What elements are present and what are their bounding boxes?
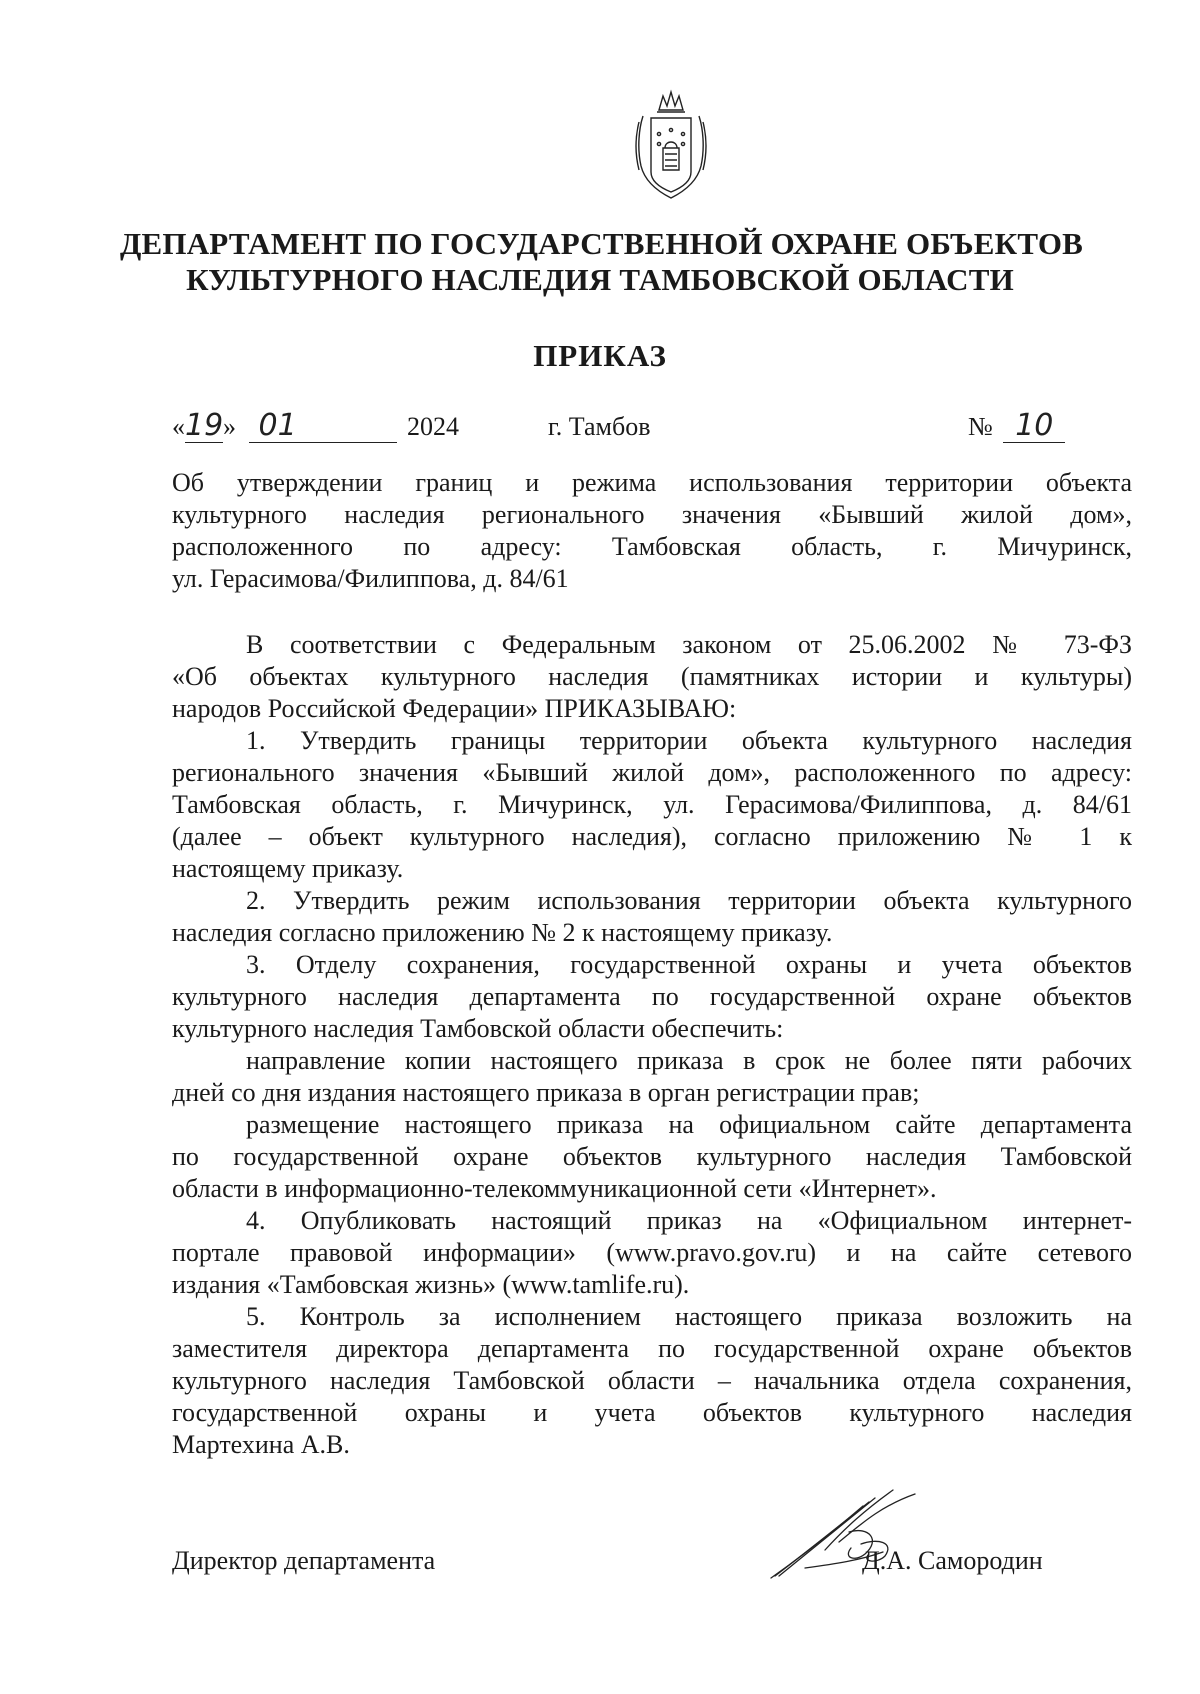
clause-3-item-line: дней со дня издания настоящего приказа в орган регистрации прав; xyxy=(172,1078,920,1107)
clause-3-line: культурного наследия департамента по государственной охране объектов xyxy=(172,982,1132,1011)
date-month: 01 xyxy=(258,408,297,443)
number-sign: № xyxy=(968,412,993,441)
clause-4-line: 4. Опубликовать настоящий приказ на «Официальном интернет- xyxy=(246,1206,1132,1235)
department-name-line-1: ДЕПАРТАМЕНТ ПО ГОСУДАРСТВЕННОЙ ОХРАНЕ ОБЪЕКТОВ xyxy=(120,226,1084,261)
clause-5-line: заместителя директора департамента по государственной охране объектов xyxy=(172,1334,1132,1363)
date-month-field xyxy=(249,408,397,443)
order-number-field xyxy=(1003,408,1065,443)
clause-5-line: культурного наследия Тамбовской области – начальника отдела сохранения, xyxy=(172,1366,1132,1395)
clause-4-line: издания «Тамбовская жизнь» (www.tamlife.ru). xyxy=(172,1270,690,1299)
clause-4-line: портале правовой информации» (www.pravo.gov.ru) и на сайте сетевого xyxy=(172,1238,1132,1267)
order-number-value: 10 xyxy=(1015,408,1054,443)
signatory-position: Директор департамента xyxy=(172,1546,436,1575)
clause-1-line: регионального значения «Бывший жилой дом», расположенного по адресу: xyxy=(172,758,1132,787)
clause-3-item-line: области в информационно-телекоммуникационной сети «Интернет». xyxy=(172,1174,937,1203)
order-date xyxy=(172,410,459,444)
clause-1-line: (далее – объект культурного наследия), согласно приложению № 1 к xyxy=(172,822,1132,851)
preamble-line: В соответствии с Федеральным законом от 25.06.2002 № 73-ФЗ xyxy=(246,630,1132,659)
date-day: 19 xyxy=(185,408,224,443)
date-year: 2024 xyxy=(407,412,459,441)
clause-2-line: 2. Утвердить режим использования территории объекта культурного xyxy=(246,886,1132,915)
document-type-title: ПРИКАЗ xyxy=(533,338,667,373)
order-subject xyxy=(172,467,1132,595)
preamble-line: «Об объектах культурного наследия (памятниках истории и культуры) xyxy=(172,662,1132,691)
order-city: г. Тамбов xyxy=(548,412,651,441)
preamble-line: народов Российской Федерации» ПРИКАЗЫВАЮ: xyxy=(172,694,737,723)
clause-1-line: Тамбовская область, г. Мичуринск, ул. Герасимова/Филиппова, д. 84/61 xyxy=(172,790,1132,819)
department-header xyxy=(120,226,1084,298)
clause-3-item-line: направление копии настоящего приказа в срок не более пяти рабочих xyxy=(246,1046,1132,1075)
clause-3-line: культурного наследия Тамбовской области обеспечить: xyxy=(172,1014,784,1043)
subject-line: культурного наследия регионального значения «Бывший жилой дом», xyxy=(172,500,1132,529)
signatory-name: Д.А. Самородин xyxy=(862,1546,1043,1575)
clause-1-line: настоящему приказу. xyxy=(172,854,404,883)
subject-line: расположенного по адресу: Тамбовская область, г. Мичуринск, xyxy=(172,532,1132,561)
order-number xyxy=(968,410,1065,444)
subject-line: Об утверждении границ и режима использования территории объекта xyxy=(172,468,1132,497)
coat-of-arms-emblem xyxy=(629,88,713,202)
clause-1-line: 1. Утвердить границы территории объекта культурного наследия xyxy=(246,726,1132,755)
clause-5-line: Мартехина А.В. xyxy=(172,1430,350,1459)
clause-3-item-line: по государственной охране объектов культурного наследия Тамбовской xyxy=(172,1142,1132,1171)
clause-3-line: 3. Отделу сохранения, государственной охраны и учета объектов xyxy=(246,950,1132,979)
date-day-field xyxy=(185,408,224,443)
clause-5-line: 5. Контроль за исполнением настоящего приказа возложить на xyxy=(246,1302,1132,1331)
date-quote-close: » xyxy=(223,412,236,441)
subject-line: ул. Герасимова/Филиппова, д. 84/61 xyxy=(172,564,569,593)
order-body xyxy=(172,629,1132,1461)
department-name-line-2: КУЛЬТУРНОГО НАСЛЕДИЯ ТАМБОВСКОЙ ОБЛАСТИ xyxy=(186,262,1014,297)
clause-3-item-line: размещение настоящего приказа на официальном сайте департамента xyxy=(246,1110,1132,1139)
clause-5-line: государственной охраны и учета объектов культурного наследия xyxy=(172,1398,1132,1427)
clause-2-line: наследия согласно приложению № 2 к настоящему приказу. xyxy=(172,918,833,947)
date-quote-open: « xyxy=(172,412,185,441)
